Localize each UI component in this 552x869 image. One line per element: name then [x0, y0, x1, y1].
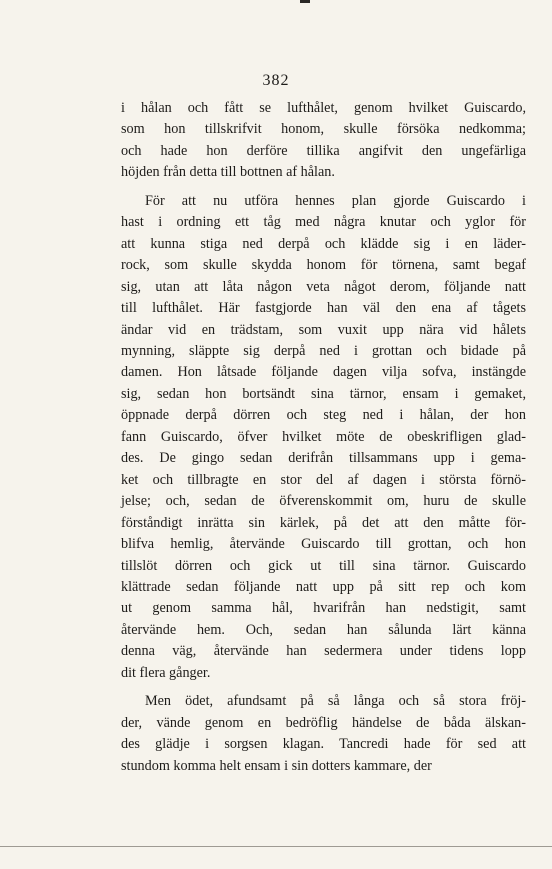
text-line: tillslöt dörren och gick ut till sina tärnor. Guiscardo: [121, 557, 526, 574]
text-line: dit flera gånger.: [121, 664, 211, 681]
paragraph-gap: [121, 684, 526, 691]
text-line: fann Guiscardo, öfver hvilket möte de obeskrifligen glad-: [121, 428, 526, 445]
text-line: För att nu utföra hennes plan gjorde Guiscardo i: [145, 192, 526, 209]
text-line: höjden från detta till bottnen af hålan.: [121, 164, 335, 181]
paragraph: [121, 691, 526, 777]
text-line: des glädje i sorgsen klagan. Tancredi hade för sed att: [121, 736, 526, 753]
text-line: att kunna stiga ned derpå och klädde sig i en läder-: [121, 235, 526, 252]
text-line: hast i ordning ett tåg med några knutar och yglor för: [121, 214, 526, 231]
text-line: stundom komma helt ensam i sin dotters kammare, der: [121, 757, 432, 774]
text-line: blifva hemlig, återvände Guiscardo till grottan, och hon: [121, 536, 526, 553]
text-line: des. De gingo sedan derifrån tillsammans upp i gema-: [121, 450, 526, 467]
text-line: sig, sedan hon bortsändt sina tärnor, ensam i gemaket,: [121, 385, 526, 402]
text-line: och hade hon derföre tillika angifvit den ungefärliga: [121, 142, 526, 159]
bottom-edge-line: [0, 846, 552, 847]
paragraph-gap: [121, 184, 526, 191]
text-line: Men ödet, afundsamt på så långa och så stora fröj-: [145, 693, 526, 710]
top-edge-mark: [300, 0, 310, 3]
text-line: rock, som skulle skydda honom för törnena, samt begaf: [121, 257, 526, 274]
text-line: klättrade sedan följande natt upp på sitt rep och kom: [121, 578, 526, 595]
page-number: 382: [262, 72, 290, 89]
text-line: till lufthålet. Här fastgjorde han väl den ena af tågets: [121, 300, 526, 317]
text-line: ut genom samma hål, hvarifrån han nedstigit, samt: [121, 600, 526, 617]
text-line: mynning, släppte sig derpå ned i grottan och bidade på: [121, 342, 526, 359]
text-line: återvände hem. Och, sedan han sålunda lärt känna: [121, 621, 526, 638]
text-line: sig, utan att låta någon veta något derom, följande natt: [121, 278, 526, 295]
body-text: [121, 98, 526, 777]
paragraph: [121, 98, 526, 184]
paragraph: [121, 191, 526, 684]
text-line: öppnade derpå dörren och steg ned i hålan, der hon: [121, 407, 526, 424]
text-line: förståndigt inrätta sin kärlek, på det att den måtte för-: [121, 514, 526, 531]
text-line: damen. Hon låtsade följande dagen vilja sofva, instängde: [121, 364, 526, 381]
text-line: der, vände genom en bedröflig händelse de båda älskan-: [121, 714, 526, 731]
text-line: i hålan och fått se lufthålet, genom hvilket Guiscardo,: [121, 100, 526, 116]
text-line: som hon tillskrifvit honom, skulle försöka nedkomma;: [121, 121, 526, 138]
text-line: denna väg, återvände han sedermera under tidens lopp: [121, 643, 526, 660]
text-line: ändar vid en trädstam, som vuxit upp nära vid hålets: [121, 321, 526, 338]
text-line: jelse; och, sedan de öfverenskommit om, huru de skulle: [121, 493, 526, 510]
text-line: ket och tillbragte en stor del af dagen i största förnö-: [121, 471, 526, 488]
